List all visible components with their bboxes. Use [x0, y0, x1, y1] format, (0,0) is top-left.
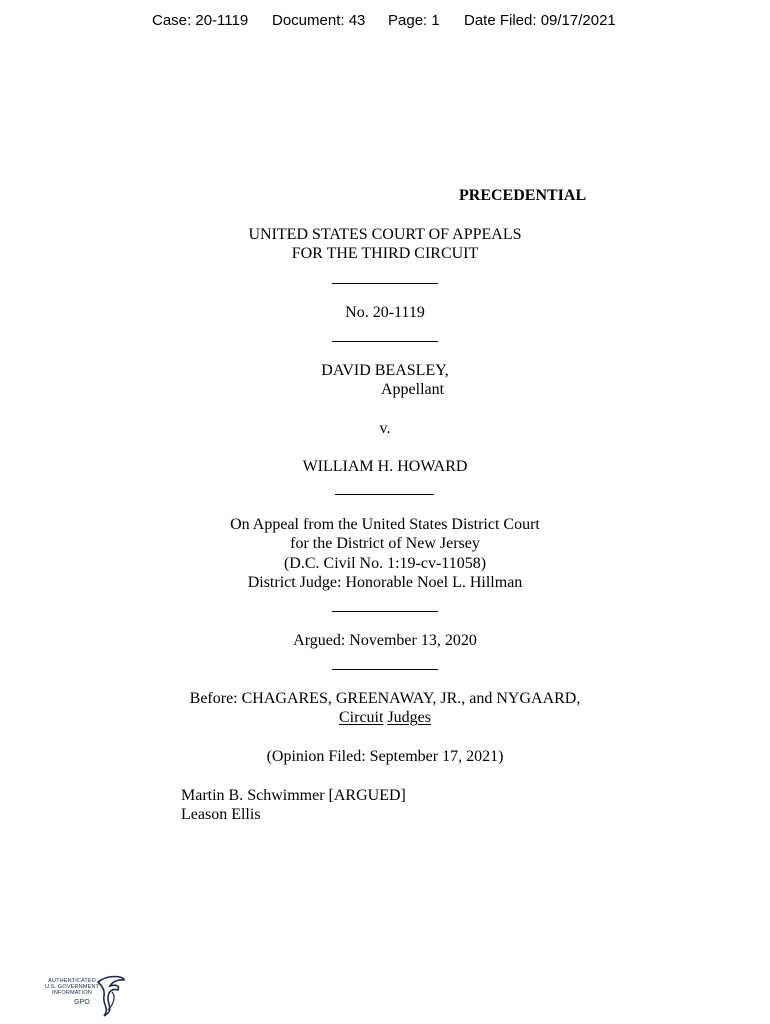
seal-text-gpo: GPO [74, 999, 90, 1006]
precedential-label: PRECEDENTIAL [459, 187, 587, 204]
seal-text-line3: INFORMATION [52, 990, 92, 996]
court-name-line1: UNITED STATES COURT OF APPEALS [248, 226, 522, 243]
judges-label: Judges [387, 709, 431, 726]
date-filed-header: Date Filed: 09/17/2021 [464, 12, 616, 29]
versus: v. [379, 420, 391, 437]
appellant-role: Appellant [381, 381, 445, 398]
appeal-line3: (D.C. Civil No. 1:19-cv-11058) [283, 555, 487, 572]
district-judge: District Judge: Honorable Noel L. Hillman [247, 574, 523, 591]
argued-date: Argued: November 13, 2020 [293, 632, 477, 649]
panel-judges: Before: CHAGARES, GREENAWAY, JR., and NYGAARD, [189, 690, 581, 707]
seal-text-line2: U.S. GOVERNMENT [44, 984, 100, 990]
appellee-name: WILLIAM H. HOWARD [302, 458, 468, 475]
case-number: No. 20-1119 [345, 304, 425, 321]
appeal-line1: On Appeal from the United States District Court [230, 516, 540, 533]
gpo-authentication-seal [44, 974, 128, 1018]
separator-rule [332, 283, 438, 284]
counsel-firm: Leason Ellis [181, 806, 261, 823]
circuit-label: Circuit [339, 709, 384, 726]
panel-title [0, 709, 770, 727]
appellant-name: DAVID BEASLEY, [321, 362, 449, 379]
page-number-header: Page: 1 [388, 12, 440, 29]
separator-rule [335, 494, 434, 495]
separator-rule [332, 611, 438, 612]
case-number-header: Case: 20-1119 [152, 12, 249, 29]
court-name-line2: FOR THE THIRD CIRCUIT [291, 245, 479, 262]
separator-rule [332, 341, 438, 342]
seal-text-line1: AUTHENTICATED [48, 978, 96, 984]
opinion-filed-date: (Opinion Filed: September 17, 2021) [266, 748, 504, 765]
eagle-logo-icon [94, 974, 128, 1018]
document-number-header: Document: 43 [272, 12, 366, 29]
counsel-name: Martin B. Schwimmer [ARGUED] [181, 787, 406, 804]
appeal-line2: for the District of New Jersey [290, 535, 480, 552]
separator-rule [332, 669, 438, 670]
